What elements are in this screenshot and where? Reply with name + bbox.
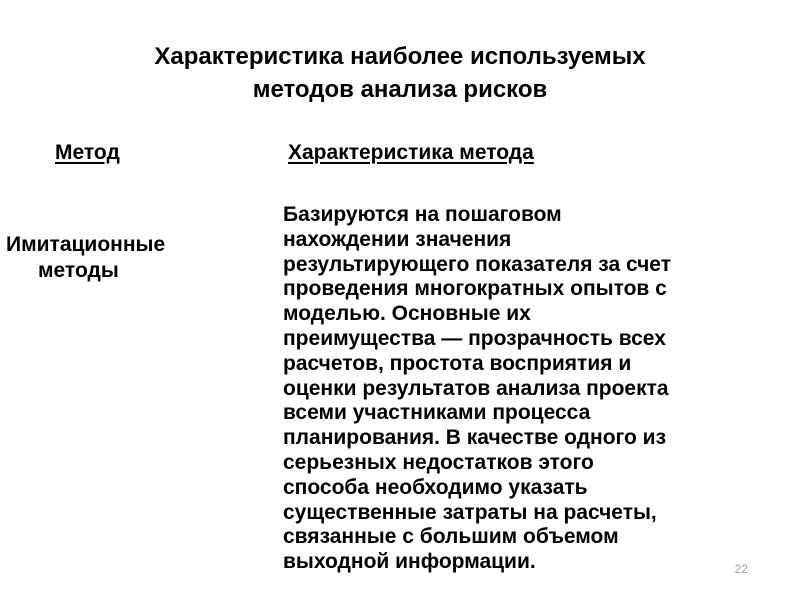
description-line: нахождении значения [283,227,512,251]
page-number: 22 [734,562,748,576]
description-line: проведения многократных опытов с [283,277,667,301]
description-line: расчетов, простота восприятия и [283,351,632,375]
description-line: результирующего показателя за счет [283,252,671,276]
description-line: существенные затраты на расчеты, [283,500,657,524]
description-line: всеми участниками процесса [283,401,591,425]
description-line: связанные с большим объемом [283,525,619,549]
column-header-description: Характеристика метода [288,141,534,164]
slide-title-line-2: методов анализа рисков [252,76,548,103]
description-line: преимущества — прозрачность всех [283,326,666,350]
method-name-line: Имитационные [6,233,166,256]
description-line: способа необходимо указать [283,475,588,499]
description-line: моделью. Основные их [283,302,531,326]
slide-title [0,40,800,106]
method-name-line: методы [38,259,119,282]
slide-title-line-1: Характеристика наиболее используемых [154,43,646,70]
description-line: оценки результатов анализа проекта [283,376,669,400]
description-line: выходной информации. [283,550,536,574]
description-line: серьезных недостатков этого [283,450,594,474]
description-line: Базируются на пошаговом [283,203,562,226]
description-line: планирования. В качестве одного из [283,426,667,450]
method-name-cell [6,232,206,284]
column-header-method: Метод [55,141,120,164]
method-description-cell [283,203,773,575]
